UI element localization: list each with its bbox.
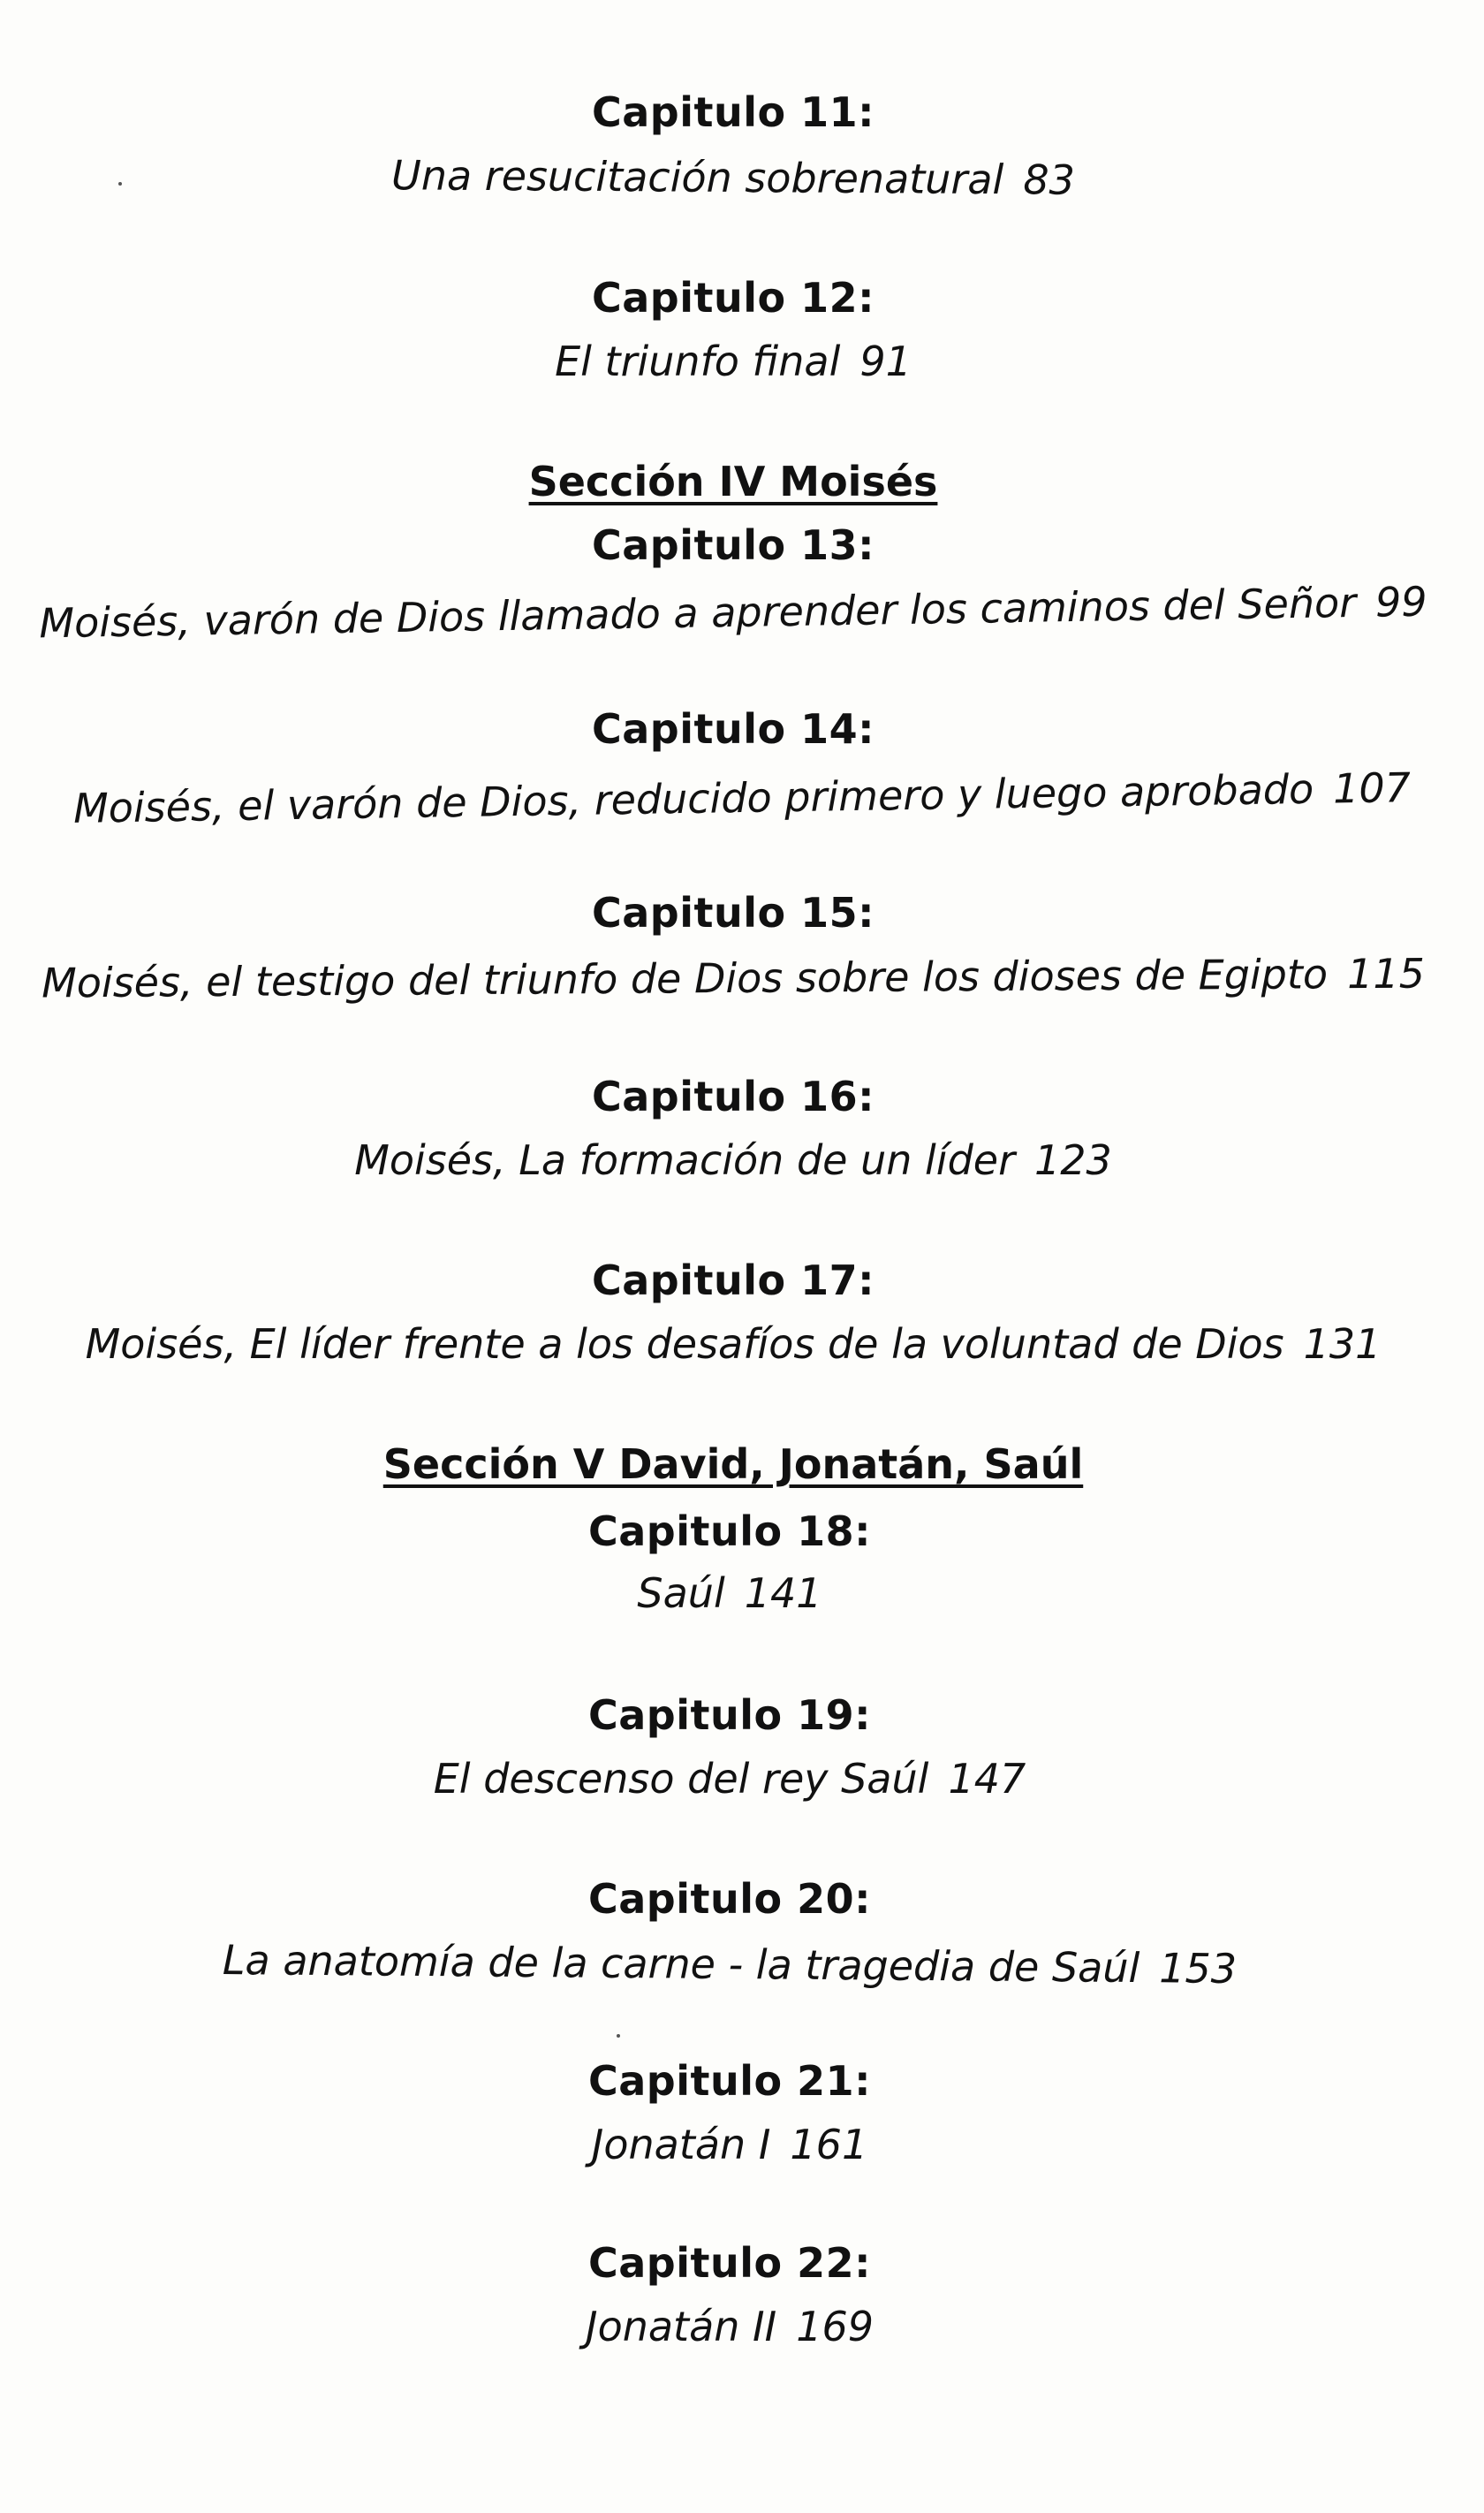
chapter-heading: Capitulo 22: [587, 2239, 872, 2287]
page-number: 161 [790, 2121, 868, 2168]
entry-title: Moisés, el testigo del triunfo de Dios sobre los dioses de Egipto [41, 950, 1329, 1007]
chapter-heading: Capitulo 17: [591, 1256, 875, 1304]
page-number: 99 [1374, 577, 1427, 626]
entry-title: El triunfo final [555, 338, 841, 385]
page-number: 153 [1159, 1944, 1238, 1993]
page-number: 83 [1023, 156, 1076, 204]
toc-entry [0, 949, 1475, 1007]
chapter-heading: Capitulo 20: [587, 1875, 872, 1923]
chapter-heading: Capitulo 14: [591, 705, 875, 753]
entry-title: Moisés, El líder frente a los desafíos de la voluntad de Dios [85, 1320, 1284, 1368]
toc-entry [0, 763, 1484, 832]
chapter-heading: Capitulo 11: [591, 88, 875, 136]
entry-title: Moisés, el varón de Dios, reducido primero y luego aprobado [72, 764, 1314, 832]
toc-entry [0, 1569, 1472, 1617]
toc-entry [0, 1755, 1472, 1803]
toc-entry [0, 2121, 1472, 2168]
page-number: 141 [744, 1569, 822, 1617]
toc-entry [0, 152, 1475, 203]
toc-entry [0, 577, 1475, 648]
chapter-heading: Capitulo 16: [591, 1073, 875, 1120]
section-heading: Sección IV Moisés [528, 458, 938, 505]
page-number: 115 [1346, 949, 1426, 998]
page-number: 91 [859, 338, 912, 385]
chapter-heading: Capitulo 12: [591, 274, 875, 322]
toc-entry [0, 338, 1475, 385]
entry-title: Saúl [637, 1569, 725, 1617]
section-heading: Sección V David, Jonatán, Saúl [382, 1440, 1084, 1488]
entry-title: Jonatán I [591, 2121, 771, 2168]
page-number: 123 [1034, 1136, 1112, 1184]
page-number: 131 [1303, 1320, 1382, 1368]
entry-title: La anatomía de la carne - la tragedia de Saúl [222, 1935, 1140, 1993]
entry-title: Jonatán II [586, 2303, 777, 2350]
entry-title: Una resucitación sobrenatural [390, 151, 1004, 204]
scan-speck [617, 2034, 620, 2038]
page-number: 169 [796, 2303, 874, 2350]
entry-title: Moisés, varón de Dios llamado a aprender los caminos del Señor [39, 578, 1357, 648]
chapter-heading: Capitulo 18: [587, 1507, 872, 1555]
toc-entry [0, 2303, 1472, 2350]
toc-entry [0, 1320, 1475, 1368]
page-number: 107 [1332, 763, 1412, 813]
page-number: 147 [948, 1755, 1026, 1803]
chapter-heading: Capitulo 15: [591, 889, 875, 937]
chapter-heading: Capitulo 13: [591, 521, 875, 569]
scan-speck [118, 182, 122, 186]
toc-entry [0, 1935, 1472, 1993]
toc-entry [0, 1136, 1475, 1184]
chapter-heading: Capitulo 21: [587, 2057, 872, 2105]
entry-title: El descenso del rey Saúl [433, 1755, 929, 1803]
chapter-heading: Capitulo 19: [587, 1691, 872, 1739]
entry-title: Moisés, La formación de un líder [354, 1136, 1015, 1184]
